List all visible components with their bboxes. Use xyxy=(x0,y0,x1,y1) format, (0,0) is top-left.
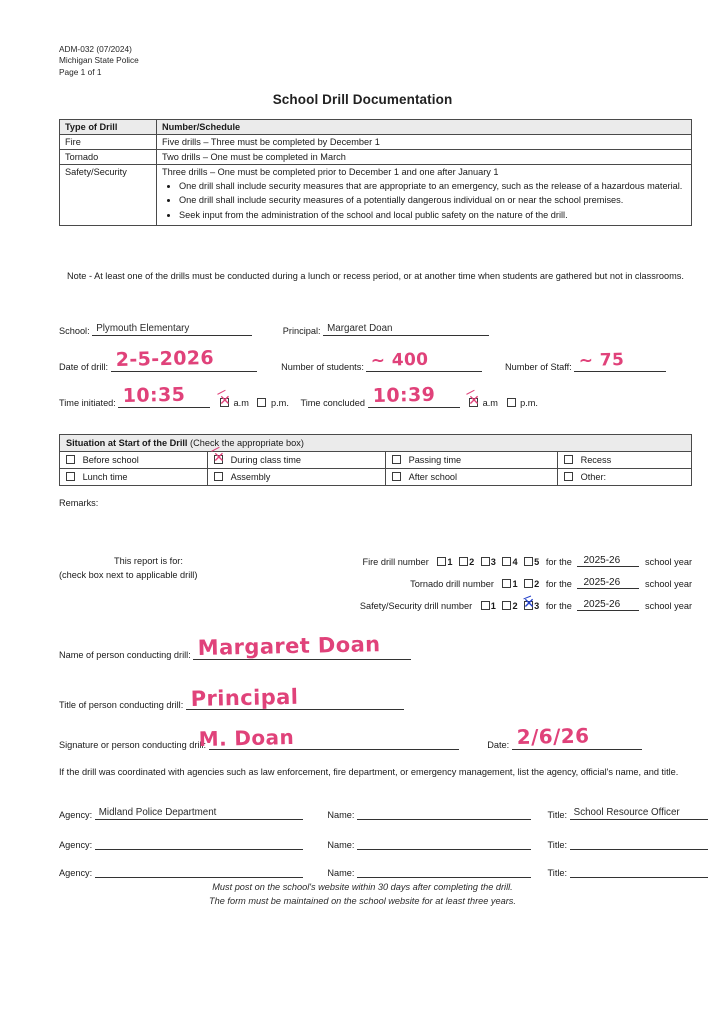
checkbox-tornado-drill-2[interactable] xyxy=(524,579,533,588)
situation-option-recess[interactable] xyxy=(558,452,692,469)
conductor-signature-row xyxy=(59,723,642,751)
time-initiated-am-label: a.m xyxy=(233,398,249,408)
time-concluded-pm-checkbox[interactable] xyxy=(507,398,516,407)
list-item: • Seek input from the administration of the school and local public safety on the nature of the drill. xyxy=(179,209,686,221)
agency-input-1[interactable] xyxy=(95,806,303,820)
tornado-drill-for-the-label: for the xyxy=(545,579,572,589)
time-concluded-am-label: a.m xyxy=(482,398,498,408)
checkbox-fire-drill-1[interactable] xyxy=(437,557,446,566)
situation-row xyxy=(60,452,692,469)
time-initiated-input[interactable] xyxy=(118,383,210,408)
column-header-type: Type of Drill xyxy=(60,120,157,135)
checkbox-during-class-time[interactable] xyxy=(214,455,223,464)
tornado-drill-num-1: 1 xyxy=(512,579,518,589)
fire-drill-for-the-label: for the xyxy=(545,557,572,567)
fire-drill-school-year-value: 2025-26 xyxy=(583,555,621,566)
number-of-students-label: Number of students: xyxy=(281,362,364,372)
report-is-for-block xyxy=(59,555,198,583)
number-of-staff-value: ~ 75 xyxy=(578,350,625,371)
conductor-signature-value: M. Doan xyxy=(198,725,294,751)
time-initiated-pm-label: p.m. xyxy=(271,398,289,408)
situation-option-label: Other: xyxy=(580,472,607,482)
report-is-for-line2: (check box next to applicable drill) xyxy=(59,569,198,580)
table-row xyxy=(60,135,692,150)
situation-option-lunch-time[interactable] xyxy=(60,469,208,486)
drill-schedule-with-bullets xyxy=(157,165,692,226)
safety-security-drill-number-row xyxy=(302,598,692,620)
situation-option-label: Passing time xyxy=(408,455,462,465)
column-header-schedule: Number/Schedule xyxy=(157,120,692,135)
agency-label: Agency: xyxy=(59,810,93,820)
checkbox-other[interactable] xyxy=(564,472,573,481)
number-of-students-input[interactable] xyxy=(366,349,482,372)
name-label: Name: xyxy=(327,840,355,850)
drill-schedule: Five drills – Three must be completed by December 1 xyxy=(157,135,692,150)
time-concluded-value: 10:39 xyxy=(372,383,435,407)
situation-heading-row xyxy=(60,435,692,452)
safety-drill-num-1: 1 xyxy=(490,601,496,611)
fire-drill-num-1: 1 xyxy=(447,557,453,567)
agency-input-3[interactable] xyxy=(95,864,303,878)
report-is-for-line1: This report is for: xyxy=(114,556,183,566)
time-concluded-label: Time concluded xyxy=(300,398,365,408)
table-row xyxy=(60,150,692,165)
checkbox-assembly[interactable] xyxy=(214,472,223,481)
checkbox-fire-drill-5[interactable] xyxy=(524,557,533,566)
schedule-note: Note - At least one of the drills must be conducted during a lunch or recess period, or at another time when students are gathered but not in classrooms. xyxy=(67,271,684,281)
situation-option-label: Lunch time xyxy=(82,472,128,482)
name-input-3[interactable] xyxy=(357,864,531,878)
title-input-1[interactable] xyxy=(570,806,708,820)
signature-date-input[interactable] xyxy=(512,723,642,750)
agency-row-2 xyxy=(59,836,708,850)
school-input[interactable] xyxy=(92,322,252,336)
drill-requirement-list xyxy=(162,180,686,221)
page-title: School Drill Documentation xyxy=(272,92,453,107)
conductor-title-value: Principal xyxy=(190,684,299,711)
coordination-instruction: If the drill was coordinated with agencies such as law enforcement, fire department, or emergency management, list the agency, official's name, and title. xyxy=(59,767,679,777)
name-label: Name: xyxy=(327,810,355,820)
fire-drill-number-label: Fire drill number xyxy=(362,557,429,567)
form-id: ADM-032 (07/2024) xyxy=(59,44,132,54)
list-item: • One drill shall include security measures that are appropriate to an emergency, such as the release of a hazardous material. xyxy=(179,180,686,192)
time-concluded-pm-label: p.m. xyxy=(520,398,538,408)
title-label: Title: xyxy=(547,810,568,820)
situation-option-passing-time[interactable] xyxy=(386,452,558,469)
title-input-3[interactable] xyxy=(570,864,708,878)
situation-option-before-school[interactable] xyxy=(60,452,208,469)
agency-value-1: Midland Police Department xyxy=(98,807,217,818)
time-initiated-am-checkbox[interactable] xyxy=(220,398,229,407)
tornado-drill-number-row xyxy=(302,576,692,598)
remarks-section xyxy=(59,498,98,508)
conductor-name-input[interactable] xyxy=(193,632,411,660)
agency-label: Agency: xyxy=(59,868,93,878)
conductor-signature-label: Signature or person conducting drill: xyxy=(59,740,207,750)
school-value: Plymouth Elementary xyxy=(96,323,190,334)
checkbox-safety-drill-2[interactable] xyxy=(502,601,511,610)
agency-input-2[interactable] xyxy=(95,836,303,850)
title-label: Title: xyxy=(547,868,568,878)
situation-option-label: During class time xyxy=(230,455,302,465)
title-label: Title: xyxy=(547,840,568,850)
situation-row xyxy=(60,469,692,486)
fire-drill-num-4: 4 xyxy=(512,557,518,567)
date-of-drill-value: 2-5-2026 xyxy=(115,346,214,371)
safety-drill-num-3: 3 xyxy=(534,601,540,611)
situation-option-label: Recess xyxy=(580,455,612,465)
number-of-staff-input[interactable] xyxy=(574,350,666,372)
checkbox-fire-drill-3[interactable] xyxy=(481,557,490,566)
issuing-agency: Michigan State Police xyxy=(59,55,139,66)
time-initiated-pm-checkbox[interactable] xyxy=(257,398,266,407)
table-row xyxy=(60,165,692,226)
footer-line-1: Must post on the school's website within 30 days after completing the drill. xyxy=(212,882,513,892)
agency-row-3 xyxy=(59,864,708,878)
principal-input[interactable] xyxy=(323,322,489,336)
checkbox-safety-drill-1[interactable] xyxy=(481,601,490,610)
name-label: Name: xyxy=(327,868,355,878)
drill-schedule-table xyxy=(59,119,692,226)
checkbox-tornado-drill-1[interactable] xyxy=(502,579,511,588)
fire-drill-num-2: 2 xyxy=(469,557,475,567)
safety-drill-school-year-value: 2025-26 xyxy=(583,599,621,610)
safety-drill-num-2: 2 xyxy=(512,601,518,611)
checkbox-after-school[interactable] xyxy=(392,472,401,481)
checkbox-fire-drill-4[interactable] xyxy=(502,557,511,566)
agency-row-1 xyxy=(59,806,708,820)
checkbox-before-school[interactable] xyxy=(66,455,75,464)
situation-heading-rest: (Check the appropriate box) xyxy=(187,438,304,448)
agency-label: Agency: xyxy=(59,840,93,850)
conductor-name-row xyxy=(59,632,411,660)
drill-type: Fire xyxy=(60,135,157,150)
signature-date-label: Date: xyxy=(487,740,510,750)
conductor-name-label: Name of person conducting drill: xyxy=(59,650,191,660)
signature-date-value: 2/6/26 xyxy=(516,723,590,749)
table-header-row xyxy=(60,120,692,135)
list-item: • One drill shall include security measures of a potentially dangerous individual on or near the school premises. xyxy=(179,194,686,206)
time-initiated-label: Time initiated: xyxy=(59,398,116,408)
form-header xyxy=(59,44,139,78)
fire-drill-school-year-label: school year xyxy=(645,557,692,567)
time-concluded-am-checkbox[interactable] xyxy=(469,398,478,407)
title-input-2[interactable] xyxy=(570,836,708,850)
name-input-2[interactable] xyxy=(357,836,531,850)
number-of-staff-label: Number of Staff: xyxy=(505,362,572,372)
tornado-drill-school-year-value: 2025-26 xyxy=(583,577,621,588)
conductor-title-row xyxy=(59,684,404,711)
drill-type: Safety/Security xyxy=(60,165,157,226)
fire-drill-school-year-input[interactable] xyxy=(577,554,639,567)
situation-heading xyxy=(60,435,692,452)
checkbox-passing-time[interactable] xyxy=(392,455,401,464)
situation-option-label: After school xyxy=(408,472,458,482)
situation-option-after-school[interactable] xyxy=(386,469,558,486)
footer-line-2: The form must be maintained on the school website for at least three years. xyxy=(209,895,516,906)
drill-schedule: Three drills – One must be completed prior to December 1 and one after January 1 xyxy=(162,167,499,177)
safety-drill-school-year-input[interactable] xyxy=(577,598,639,611)
page-number: Page 1 of 1 xyxy=(59,66,102,77)
situation-heading-bold: Situation at Start of the Drill xyxy=(66,438,188,448)
fire-drill-num-3: 3 xyxy=(490,557,496,567)
tornado-drill-num-2: 2 xyxy=(534,579,540,589)
drill-time-row xyxy=(59,383,538,408)
situation-option-other[interactable] xyxy=(558,469,692,486)
safety-drill-school-year-label: school year xyxy=(645,601,692,611)
remarks-label: Remarks: xyxy=(59,498,99,508)
situation-option-label: Before school xyxy=(82,455,139,465)
conductor-title-label: Title of person conducting drill: xyxy=(59,700,184,710)
situation-option-during-class-time[interactable] xyxy=(208,452,386,469)
tornado-drill-school-year-input[interactable] xyxy=(577,576,639,589)
situation-table xyxy=(59,434,692,486)
situation-option-label: Assembly xyxy=(230,472,271,482)
tornado-drill-number-label: Tornado drill number xyxy=(410,579,494,589)
time-initiated-value: 10:35 xyxy=(122,383,186,407)
fire-drill-num-5: 5 xyxy=(534,557,540,567)
tornado-drill-school-year-label: school year xyxy=(645,579,692,589)
drill-type: Tornado xyxy=(60,150,157,165)
situation-option-assembly[interactable] xyxy=(208,469,386,486)
date-of-drill-label: Date of drill: xyxy=(59,362,109,372)
fire-drill-number-row xyxy=(302,554,692,576)
safety-security-drill-number-label: Safety/Security drill number xyxy=(359,601,473,611)
conductor-name-value: Margaret Doan xyxy=(197,632,382,660)
checkbox-lunch-time[interactable] xyxy=(66,472,75,481)
checkbox-fire-drill-2[interactable] xyxy=(459,557,468,566)
school-label: School: xyxy=(59,326,90,336)
principal-label: Principal: xyxy=(282,326,321,336)
drill-date-row xyxy=(59,346,666,372)
form-footer xyxy=(0,881,725,909)
conductor-title-input[interactable] xyxy=(186,684,404,711)
title-value-1: School Resource Officer xyxy=(573,807,680,818)
school-field-row xyxy=(59,322,489,336)
conductor-signature-input[interactable] xyxy=(198,725,459,751)
drill-schedule: Two drills – One must be completed in March xyxy=(157,150,692,165)
date-of-drill-input[interactable] xyxy=(111,346,257,372)
safety-drill-for-the-label: for the xyxy=(545,601,572,611)
checkbox-safety-drill-3[interactable] xyxy=(524,601,533,610)
number-of-students-value: ~ 400 xyxy=(371,349,430,371)
principal-value: Margaret Doan xyxy=(327,323,393,334)
drill-number-rows xyxy=(302,554,692,620)
checkbox-recess[interactable] xyxy=(564,455,573,464)
name-input-1[interactable] xyxy=(357,806,531,820)
time-concluded-input[interactable] xyxy=(368,383,460,408)
